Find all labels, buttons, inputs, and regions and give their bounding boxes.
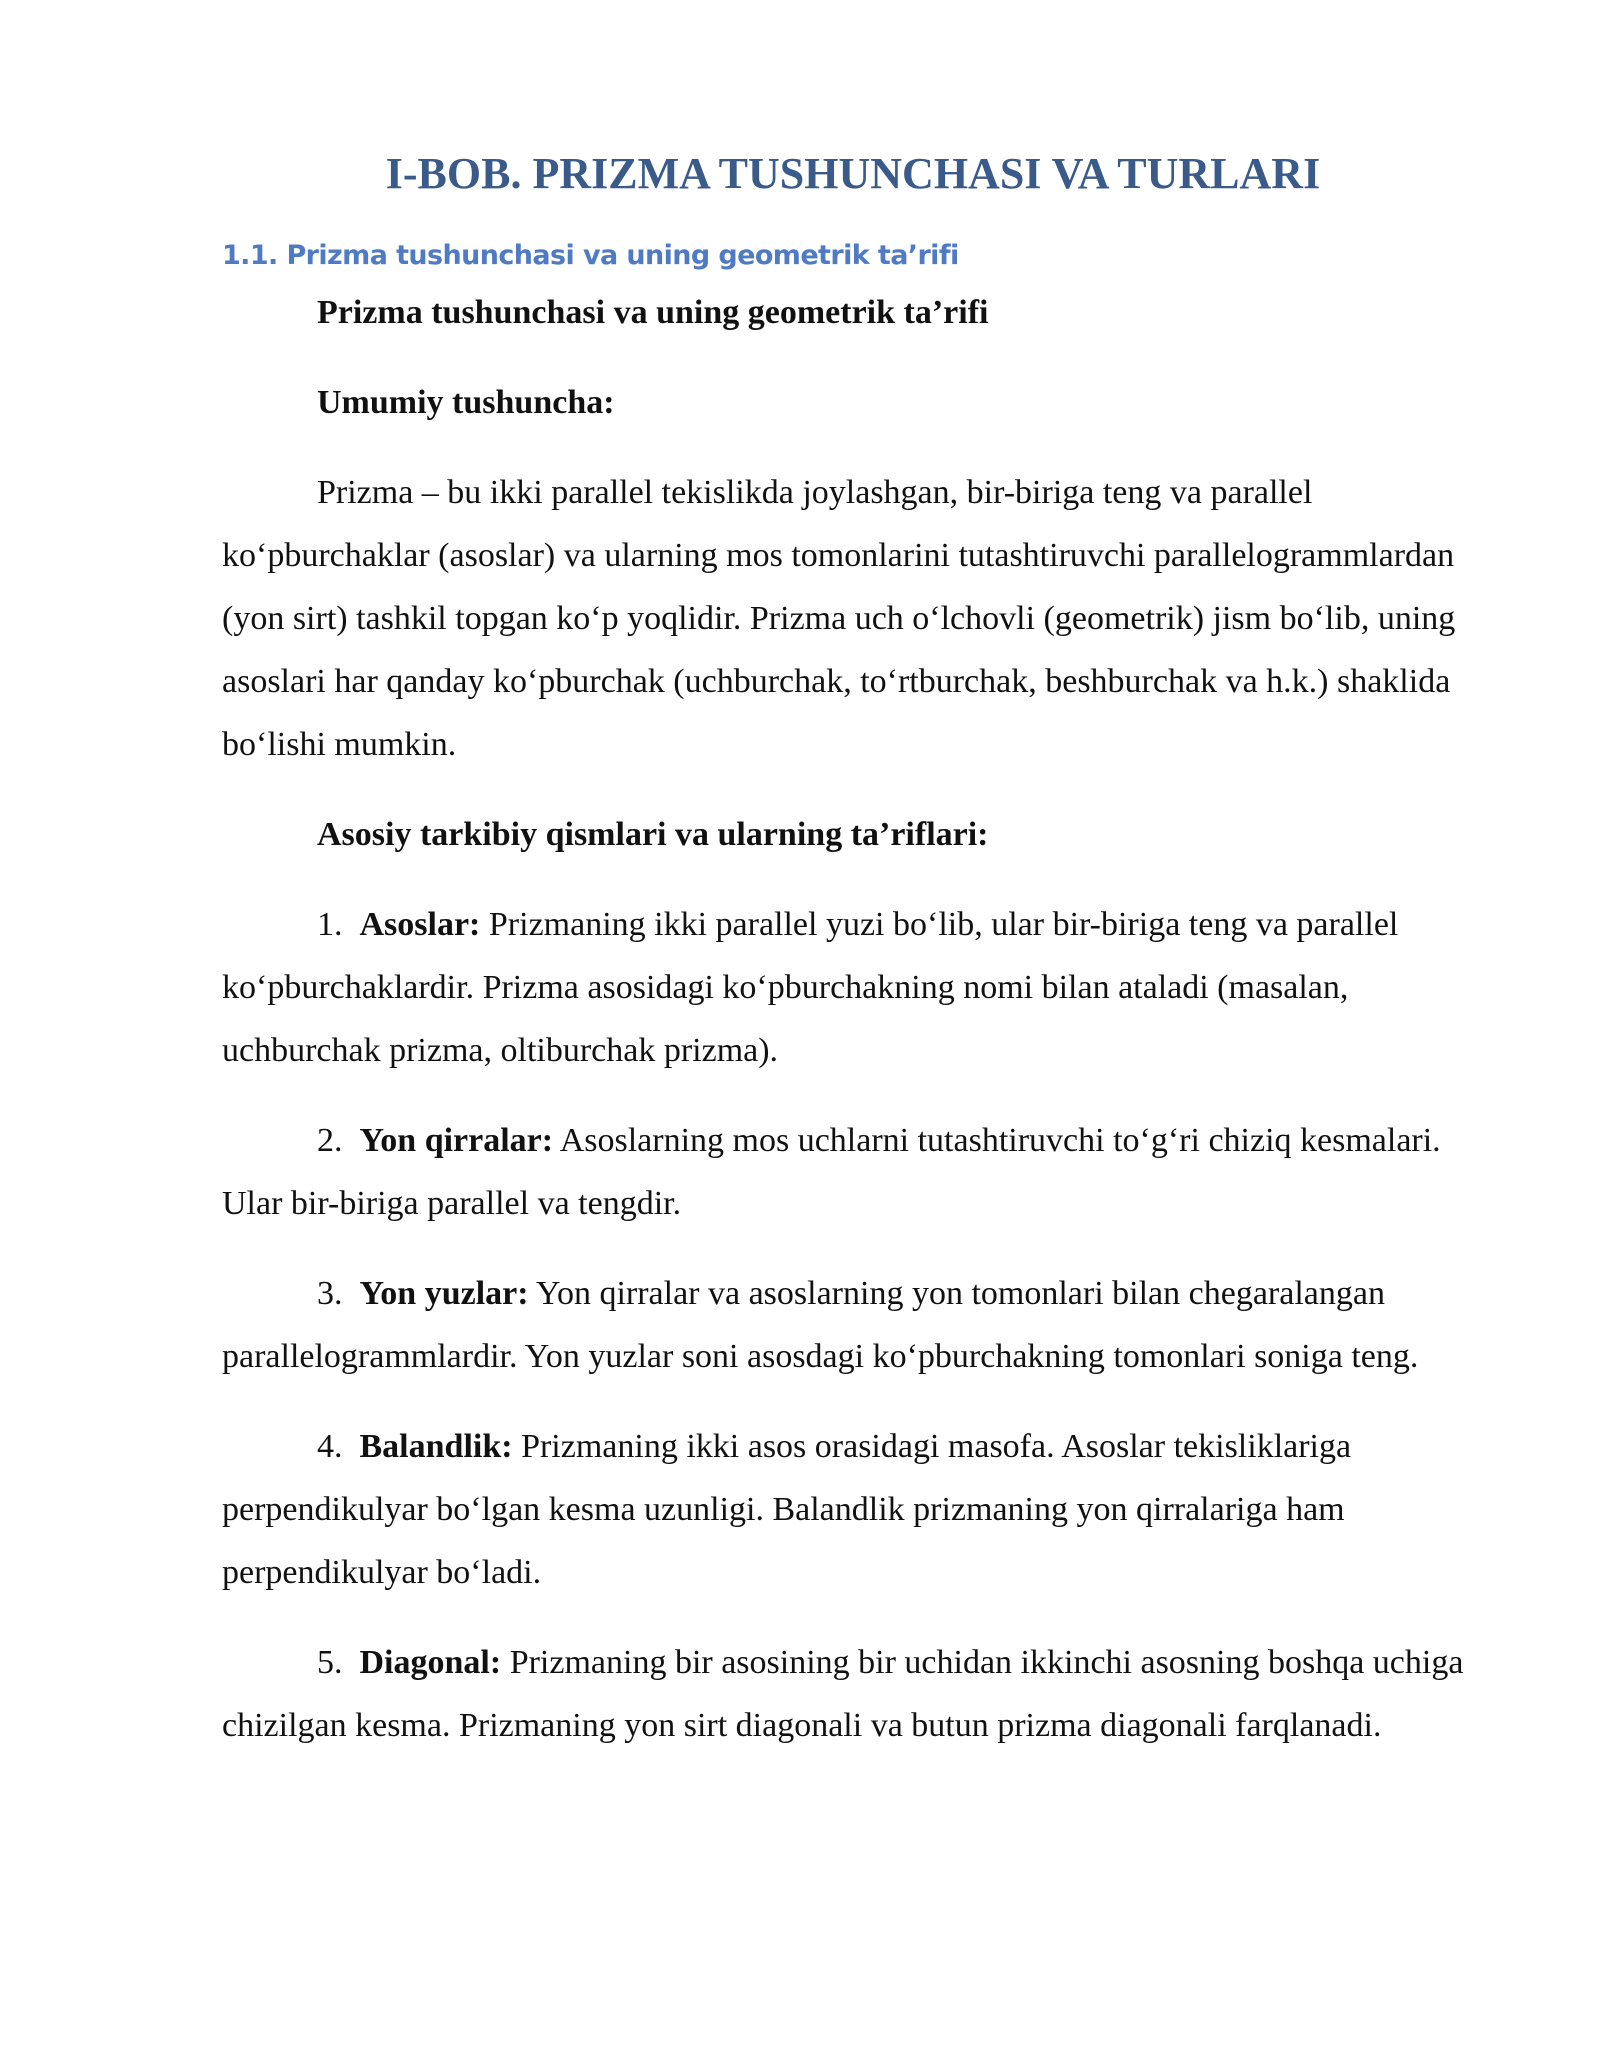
list-item-number: 3. (317, 1275, 343, 1312)
list-item-text: Asoslarning mos uchlarni tutashtiruvchi to‘g‘ri chiziq kesmalari. Ular bir-biriga parallel va tengdir. (222, 1122, 1441, 1222)
list-item (222, 893, 1484, 1082)
list-item-text: Prizmaning ikki parallel yuzi bo‘lib, ular bir-biriga teng va parallel ko‘pburchaklardir. Prizma asosidagi ko‘pburchakning nomi bilan ataladi (masalan, uchburchak prizma, oltiburchak prizma). (222, 906, 1399, 1069)
parts-heading: Asosiy tarkibiy qismlari va ularning ta’riflari: (317, 816, 989, 853)
list-item (222, 1415, 1484, 1604)
list-item-text: Yon qirralar va asoslarning yon tomonlari bilan chegaralangan parallelogrammlardir. Yon yuzlar soni asosdagi ko‘pburchakning tomonlari soniga teng. (222, 1275, 1419, 1375)
list-item (222, 1631, 1484, 1757)
body-text (222, 281, 1484, 1784)
general-paragraph: Prizma – bu ikki parallel tekislikda joylashgan, bir-biriga teng va parallel ko‘pburchaklar (asoslar) va ularning mos tomonlarini tutashtiruvchi parallelogrammlardan (yon sirt) tashkil topgan ko‘p yoqlidir. Prizma uch o‘lchovli (geometrik) jism bo‘lib, uning asoslari har qanday ko‘pburchak (uchburchak, to‘rtburchak, beshburchak va h.k.) shaklida bo‘lishi mumkin. (222, 474, 1456, 763)
list-item-number: 5. (317, 1644, 343, 1681)
list-item-text: Prizmaning ikki asos orasidagi masofa. Asoslar tekisliklariga perpendikulyar bo‘lgan kesma uzunligi. Balandlik prizmaning yon qirralariga ham perpendikulyar bo‘ladi. (222, 1428, 1352, 1591)
list-item-term: Diagonal: (359, 1644, 502, 1681)
list-item (222, 1109, 1484, 1235)
section-heading: 1.1. Prizma tushunchasi va uning geometrik ta’rifi (222, 240, 959, 271)
list-item (222, 1262, 1484, 1388)
list-item-term: Balandlik: (359, 1428, 513, 1465)
list-item-number: 4. (317, 1428, 343, 1465)
list-item-text: Prizmaning bir asosining bir uchidan ikkinchi asosning boshqa uchiga chizilgan kesma. Prizmaning yon sirt diagonali va butun prizma diagonali farqlanadi. (222, 1644, 1464, 1744)
list-item-term: Yon qirralar: (359, 1122, 554, 1159)
list-item-number: 1. (317, 906, 343, 943)
list-item-term: Yon yuzlar: (359, 1275, 529, 1312)
subtitle: Prizma tushunchasi va uning geometrik ta’rifi (317, 294, 989, 331)
list-item-number: 2. (317, 1122, 343, 1159)
chapter-title: I-BOB. PRIZMA TUSHUNCHASI VA TURLARI (385, 149, 1321, 198)
list-item-term: Asoslar: (359, 906, 481, 943)
general-heading: Umumiy tushuncha: (317, 384, 615, 421)
